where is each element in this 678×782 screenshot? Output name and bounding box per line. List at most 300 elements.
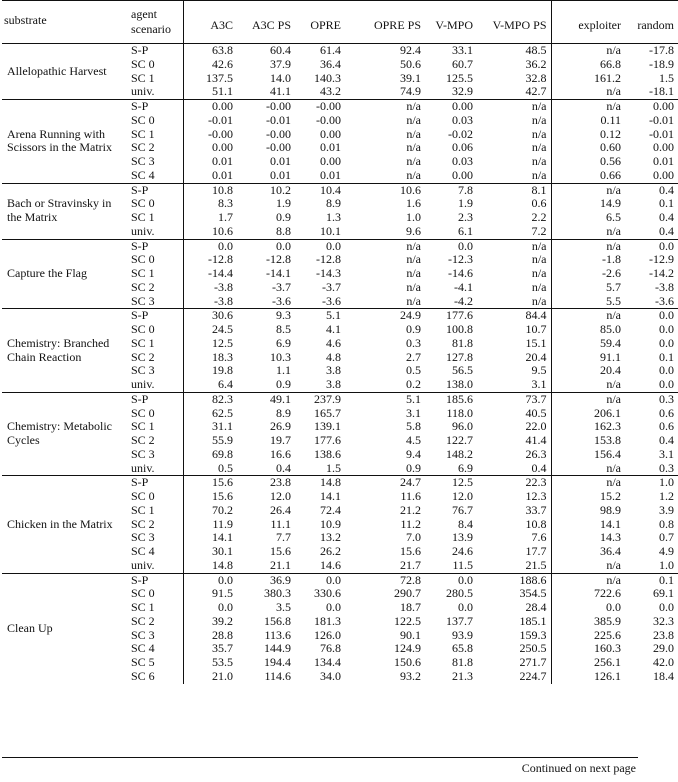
score-cell: n/a [551, 85, 625, 99]
score-cell: 92.4 [400, 43, 421, 57]
score-cell: 1.1 [276, 363, 291, 378]
scenario-label: SC 5 [131, 655, 155, 669]
score-cell: 10.6 [183, 225, 237, 239]
column-header-exploiter: exploiter [551, 1, 625, 44]
score-cell: 380.3 [264, 586, 291, 601]
scenario-label: SC 2 [131, 433, 155, 447]
substrate-name: Chemistry: Metabolic Cycles [2, 392, 127, 476]
score-cell: 32.9 [452, 84, 473, 99]
score-cell: -3.6 [272, 293, 291, 308]
score-cell: 0.00 [320, 154, 341, 168]
score-cell: n/a [406, 140, 421, 155]
score-cell: 1.9 [458, 196, 473, 211]
score-cell: -3.7 [272, 279, 291, 294]
score-cell: 10.9 [320, 516, 341, 531]
score-cell: 49.1 [237, 392, 295, 406]
score-cell: 41.1 [270, 84, 291, 99]
score-cell: 126.1 [551, 670, 625, 684]
score-cell: 42.0 [653, 655, 674, 669]
scenario-label: SC 2 [131, 613, 155, 628]
score-cell: 29.0 [653, 641, 674, 656]
score-cell: 1.3 [326, 210, 341, 224]
scenario-label: SC 3 [131, 363, 155, 378]
score-cell: 11.2 [400, 516, 421, 531]
substrate-name: Clean Up [2, 573, 127, 684]
score-cell: 34.0 [320, 668, 341, 683]
column-header-a3c: A3C [183, 1, 237, 44]
scenario-label: univ. [131, 377, 155, 391]
score-cell: 0.0 [659, 335, 674, 350]
column-header-v-mpo-ps: V-MPO PS [492, 17, 547, 32]
score-cell: 162.3 [551, 420, 625, 434]
score-cell: 81.8 [452, 335, 473, 350]
score-cell: 0.4 [625, 183, 678, 197]
score-cell: 256.1 [551, 656, 625, 670]
score-cell: -0.01 [266, 112, 291, 127]
score-cell: 41.4 [525, 433, 547, 447]
score-cell: 10.8 [183, 183, 237, 197]
table-row [2, 392, 678, 406]
score-cell: 0.00 [625, 100, 678, 114]
score-cell: -18.1 [649, 84, 674, 99]
score-cell: 8.4 [458, 516, 473, 531]
score-cell: 0.00 [653, 140, 674, 155]
score-cell: 1.0 [625, 476, 678, 490]
score-cell: 36.4 [551, 545, 625, 559]
scenario-label: SC 1 [131, 70, 155, 85]
scenario-label: univ. [131, 557, 155, 572]
score-cell: 0.01 [320, 167, 341, 182]
score-cell: n/a [531, 112, 547, 127]
score-cell: 150.6 [394, 655, 421, 669]
scenario-label: S-P [127, 239, 183, 253]
score-cell: 21.3 [452, 668, 473, 683]
score-cell: 5.1 [345, 392, 425, 406]
score-cell: 2.3 [458, 210, 473, 224]
score-cell: 4.9 [659, 544, 674, 558]
score-cell: 0.0 [183, 239, 237, 253]
score-cell: n/a [551, 559, 625, 573]
score-cell: 9.3 [237, 309, 295, 323]
score-cell: 122.5 [394, 613, 421, 628]
score-cell: 35.7 [183, 642, 237, 656]
score-cell: 194.4 [264, 655, 291, 669]
score-cell: -0.00 [237, 100, 295, 114]
score-cell: 6.9 [276, 335, 291, 350]
score-cell: -3.8 [183, 295, 237, 309]
score-cell: 19.7 [270, 433, 291, 447]
score-cell: 0.0 [425, 239, 477, 253]
score-cell: n/a [531, 154, 547, 168]
scenario-label: SC 3 [131, 293, 155, 308]
score-cell: 20.4 [525, 349, 547, 364]
score-cell: 113.6 [264, 627, 291, 642]
scenario-label: SC 2 [131, 279, 155, 294]
score-cell: 11.6 [400, 489, 421, 503]
score-cell: 0.9 [406, 460, 421, 475]
column-header-opre-ps: OPRE PS [373, 17, 421, 32]
score-cell: 1.9 [276, 196, 291, 211]
score-cell: 0.6 [659, 405, 674, 420]
score-cell: 60.7 [452, 56, 473, 71]
scenario-label: SC 0 [131, 252, 155, 267]
score-cell: -0.00 [295, 100, 345, 114]
scenario-label: SC 6 [131, 668, 155, 683]
score-cell: -3.7 [322, 279, 341, 294]
score-cell: 24.7 [345, 476, 425, 490]
score-cell: 10.3 [270, 349, 291, 364]
score-cell: 55.9 [183, 434, 237, 448]
score-cell: 53.5 [183, 656, 237, 670]
score-cell: 6.1 [458, 223, 473, 238]
score-cell: 280.5 [446, 586, 473, 601]
score-cell: 11.5 [452, 557, 473, 572]
scenario-label: SC 1 [131, 126, 155, 141]
score-cell: 134.4 [314, 655, 341, 669]
table-row [2, 100, 678, 114]
score-cell: 177.6 [314, 433, 341, 447]
score-cell: 15.2 [551, 490, 625, 504]
score-cell: 24.9 [345, 309, 425, 323]
score-cell: 722.6 [551, 587, 625, 601]
score-cell: 0.00 [183, 100, 237, 114]
score-cell: 10.6 [345, 183, 425, 197]
score-cell: 0.00 [653, 167, 674, 182]
scenario-label: SC 0 [131, 112, 155, 127]
table-row [2, 239, 678, 253]
score-cell: n/a [531, 252, 547, 267]
score-cell: 11.9 [183, 518, 237, 532]
score-cell: 188.6 [477, 573, 551, 587]
score-cell: 11.1 [270, 516, 291, 531]
score-cell: 74.9 [400, 84, 421, 99]
score-cell: n/a [406, 252, 421, 267]
score-cell: 21.2 [400, 502, 421, 517]
score-cell: 0.7 [659, 530, 674, 545]
score-cell: 125.5 [446, 70, 473, 85]
score-cell: 63.8 [183, 44, 237, 58]
score-cell: 40.5 [525, 405, 547, 420]
score-cell: 165.7 [314, 405, 341, 420]
score-cell: 18.4 [653, 668, 674, 683]
score-cell: 12.0 [452, 489, 473, 503]
score-cell: -12.8 [183, 253, 237, 267]
score-cell: 36.9 [237, 573, 295, 587]
scenario-label: SC 2 [131, 349, 155, 364]
score-cell: 51.1 [183, 85, 237, 99]
substrate-name: Chicken in the Matrix [2, 476, 127, 573]
score-cell: 153.8 [551, 434, 625, 448]
score-cell: -0.00 [316, 112, 341, 127]
score-cell: 3.1 [659, 446, 674, 461]
score-cell: 0.0 [458, 600, 473, 614]
score-cell: n/a [345, 100, 425, 114]
score-cell: 9.4 [406, 446, 421, 461]
score-cell: n/a [477, 239, 551, 253]
score-cell: 0.01 [270, 167, 291, 182]
score-cell: 6.9 [458, 460, 473, 475]
score-cell: 26.2 [320, 544, 341, 558]
score-cell: 0.0 [659, 377, 674, 391]
scenario-label: S-P [131, 43, 149, 57]
score-cell: n/a [406, 279, 421, 294]
score-cell: 48.5 [525, 43, 547, 57]
score-cell: n/a [406, 266, 421, 280]
score-cell: 26.9 [270, 419, 291, 434]
scenario-label: SC 0 [131, 56, 155, 71]
score-cell: 93.9 [452, 627, 473, 642]
score-cell: n/a [345, 239, 425, 253]
score-cell: 7.7 [276, 530, 291, 545]
score-cell: 354.5 [519, 586, 547, 601]
score-cell: -2.6 [551, 267, 625, 281]
score-cell: 96.0 [452, 419, 473, 434]
scenario-label: S-P [127, 573, 183, 587]
score-cell: n/a [551, 183, 625, 197]
score-cell: 23.8 [653, 627, 674, 642]
score-cell: 0.01 [320, 140, 341, 155]
score-cell: n/a [406, 167, 421, 182]
score-cell: -3.8 [655, 279, 674, 294]
score-cell: 18.7 [400, 600, 421, 614]
score-cell: 5.1 [295, 309, 345, 323]
score-cell: 98.9 [551, 504, 625, 518]
score-cell: 15.1 [525, 335, 547, 350]
score-cell: -14.4 [183, 267, 237, 281]
score-cell: -0.00 [266, 126, 291, 141]
score-cell: 0.0 [183, 601, 237, 615]
score-cell: 0.00 [452, 167, 473, 182]
table-row [2, 183, 678, 197]
score-cell: 62.5 [183, 407, 237, 421]
scenario-label: SC 0 [131, 489, 155, 503]
score-cell: 85.0 [551, 323, 625, 337]
score-cell: 0.4 [659, 210, 674, 224]
score-cell: 1.7 [183, 211, 237, 225]
score-cell: 4.5 [406, 433, 421, 447]
score-cell: 9.5 [531, 363, 547, 378]
score-cell: 39.1 [400, 70, 421, 85]
score-cell: 0.5 [183, 462, 237, 476]
score-cell: 12.3 [525, 489, 547, 503]
table-header [2, 1, 678, 44]
score-cell: -18.9 [649, 56, 674, 71]
scenario-label: SC 1 [131, 266, 155, 280]
score-cell: -3.6 [322, 293, 341, 308]
score-cell: 0.6 [659, 419, 674, 434]
score-cell: 0.4 [659, 433, 674, 447]
score-cell: 177.6 [425, 309, 477, 323]
scenario-label: SC 1 [131, 600, 155, 614]
score-cell: 7.6 [531, 530, 547, 545]
score-cell: 7.2 [531, 223, 547, 238]
score-cell: 0.1 [625, 573, 678, 587]
score-cell: n/a [406, 293, 421, 308]
score-cell: n/a [551, 378, 625, 392]
score-cell: 0.6 [531, 196, 547, 211]
score-cell: 4.6 [326, 335, 341, 350]
scenario-label: SC 0 [131, 405, 155, 420]
score-cell: -3.6 [655, 293, 674, 308]
score-cell: 0.12 [551, 128, 625, 142]
score-cell: 139.1 [314, 419, 341, 434]
score-cell: 156.8 [264, 613, 291, 628]
score-cell: 32.8 [525, 70, 547, 85]
score-cell: 14.1 [320, 489, 341, 503]
score-cell: 21.5 [525, 557, 547, 572]
score-cell: 14.8 [183, 559, 237, 573]
score-cell: 15.6 [183, 490, 237, 504]
score-cell: 271.7 [519, 655, 547, 669]
score-cell: n/a [406, 126, 421, 141]
score-cell: 30.1 [183, 545, 237, 559]
scenario-label: S-P [127, 183, 183, 197]
score-cell: 14.3 [551, 531, 625, 545]
score-cell: 65.8 [452, 641, 473, 656]
score-cell: 10.8 [525, 516, 547, 531]
score-cell: -12.8 [316, 252, 341, 267]
score-cell: -17.8 [649, 43, 674, 57]
score-cell: 0.01 [183, 155, 237, 169]
score-cell: 66.8 [551, 58, 625, 72]
score-cell: 30.6 [183, 309, 237, 323]
score-cell: 69.1 [653, 586, 674, 601]
scenario-label: S-P [127, 100, 183, 114]
score-cell: 1.5 [326, 460, 341, 475]
score-cell: 76.7 [452, 502, 473, 517]
scenario-label: SC 2 [131, 516, 155, 531]
score-cell: 0.9 [276, 210, 291, 224]
score-cell: 72.8 [345, 573, 425, 587]
column-header-a3c-ps: A3C PS [251, 17, 291, 32]
score-cell: 0.01 [653, 154, 674, 168]
score-cell: 1.5 [659, 70, 674, 85]
score-cell: -12.3 [448, 252, 473, 267]
score-cell: 1.0 [406, 210, 421, 224]
score-cell: -1.8 [551, 253, 625, 267]
score-cell: 8.5 [276, 322, 291, 336]
score-cell: 13.9 [452, 530, 473, 545]
score-cell: 3.1 [531, 377, 547, 391]
score-cell: -12.9 [649, 252, 674, 267]
score-cell: n/a [477, 100, 551, 114]
scenario-label: SC 3 [131, 446, 155, 461]
score-cell: 0.03 [452, 112, 473, 127]
score-cell: 0.4 [659, 223, 674, 238]
score-cell: 138.0 [446, 377, 473, 391]
table-row [2, 573, 678, 587]
score-cell: 15.6 [400, 544, 421, 558]
score-cell: 144.9 [264, 641, 291, 656]
score-cell: 81.8 [452, 655, 473, 669]
score-cell: 0.0 [659, 363, 674, 378]
score-cell: 73.7 [477, 392, 551, 406]
score-cell: 4.1 [326, 322, 341, 336]
scenario-label: SC 4 [131, 641, 155, 656]
score-cell: n/a [551, 462, 625, 476]
score-cell: 91.5 [183, 587, 237, 601]
score-cell: 137.5 [183, 72, 237, 86]
score-cell: 100.8 [446, 322, 473, 336]
score-cell: 5.8 [406, 419, 421, 434]
score-cell: 8.9 [276, 405, 291, 420]
substrate-name: Arena Running with Scissors in the Matrix [2, 100, 127, 184]
score-cell: n/a [551, 309, 625, 323]
score-cell: n/a [551, 44, 625, 58]
score-cell: 32.3 [653, 613, 674, 628]
score-cell: 185.1 [519, 613, 547, 628]
score-cell: 8.1 [477, 183, 551, 197]
score-cell: 19.8 [183, 364, 237, 378]
scenario-label: SC 3 [131, 154, 155, 168]
score-cell: 56.5 [452, 363, 473, 378]
score-cell: -3.8 [183, 281, 237, 295]
score-cell: 250.5 [519, 641, 547, 656]
score-cell: -14.6 [448, 266, 473, 280]
score-cell: 50.6 [400, 56, 421, 71]
score-cell: n/a [551, 100, 625, 114]
score-cell: 14.9 [551, 197, 625, 211]
score-cell: 0.00 [425, 100, 477, 114]
score-cell: 14.1 [183, 531, 237, 545]
scenario-label: SC 1 [131, 419, 155, 434]
score-cell: 36.2 [525, 56, 547, 71]
score-cell: n/a [531, 167, 547, 182]
score-cell: 10.2 [237, 183, 295, 197]
scenario-label: S-P [127, 309, 183, 323]
score-cell: 69.8 [183, 448, 237, 462]
score-cell: 0.4 [276, 460, 291, 475]
score-cell: 0.0 [237, 239, 295, 253]
scenario-label: SC 1 [131, 335, 155, 350]
score-cell: 15.6 [270, 544, 291, 558]
score-cell: 36.4 [320, 56, 341, 71]
score-cell: 2.7 [406, 349, 421, 364]
score-cell: 26.3 [525, 446, 547, 461]
scenario-label: SC 1 [131, 210, 155, 224]
score-cell: 43.2 [320, 84, 341, 99]
substrate-name: Chemistry: Branched Chain Reaction [2, 309, 127, 393]
scenario-label: SC 2 [131, 140, 155, 155]
score-cell: n/a [551, 476, 625, 490]
score-cell: 5.7 [551, 281, 625, 295]
score-cell: 6.4 [183, 378, 237, 392]
score-cell: 3.9 [659, 502, 674, 517]
score-cell: 22.3 [477, 476, 551, 490]
scenario-label: univ. [131, 223, 155, 238]
score-cell: 91.1 [551, 351, 625, 365]
table-row [2, 309, 678, 323]
score-cell: n/a [551, 225, 625, 239]
score-cell: 148.2 [446, 446, 473, 461]
substrate-name: Allelopathic Harvest [7, 63, 107, 78]
score-cell: 17.7 [525, 544, 547, 558]
score-cell: 159.3 [519, 627, 547, 642]
score-cell: 225.6 [551, 629, 625, 643]
scenario-header-label: scenario [131, 22, 171, 36]
score-cell: n/a [531, 279, 547, 294]
score-cell: 20.4 [551, 364, 625, 378]
scenario-label: SC 1 [131, 502, 155, 517]
score-cell: 0.01 [183, 169, 237, 183]
score-cell: 206.1 [551, 407, 625, 421]
score-cell: 8.8 [276, 223, 291, 238]
scenario-label: S-P [127, 476, 183, 490]
score-cell: 118.0 [446, 405, 473, 420]
score-cell: 0.0 [295, 239, 345, 253]
score-cell: -0.00 [266, 140, 291, 155]
score-cell: 0.1 [659, 196, 674, 211]
